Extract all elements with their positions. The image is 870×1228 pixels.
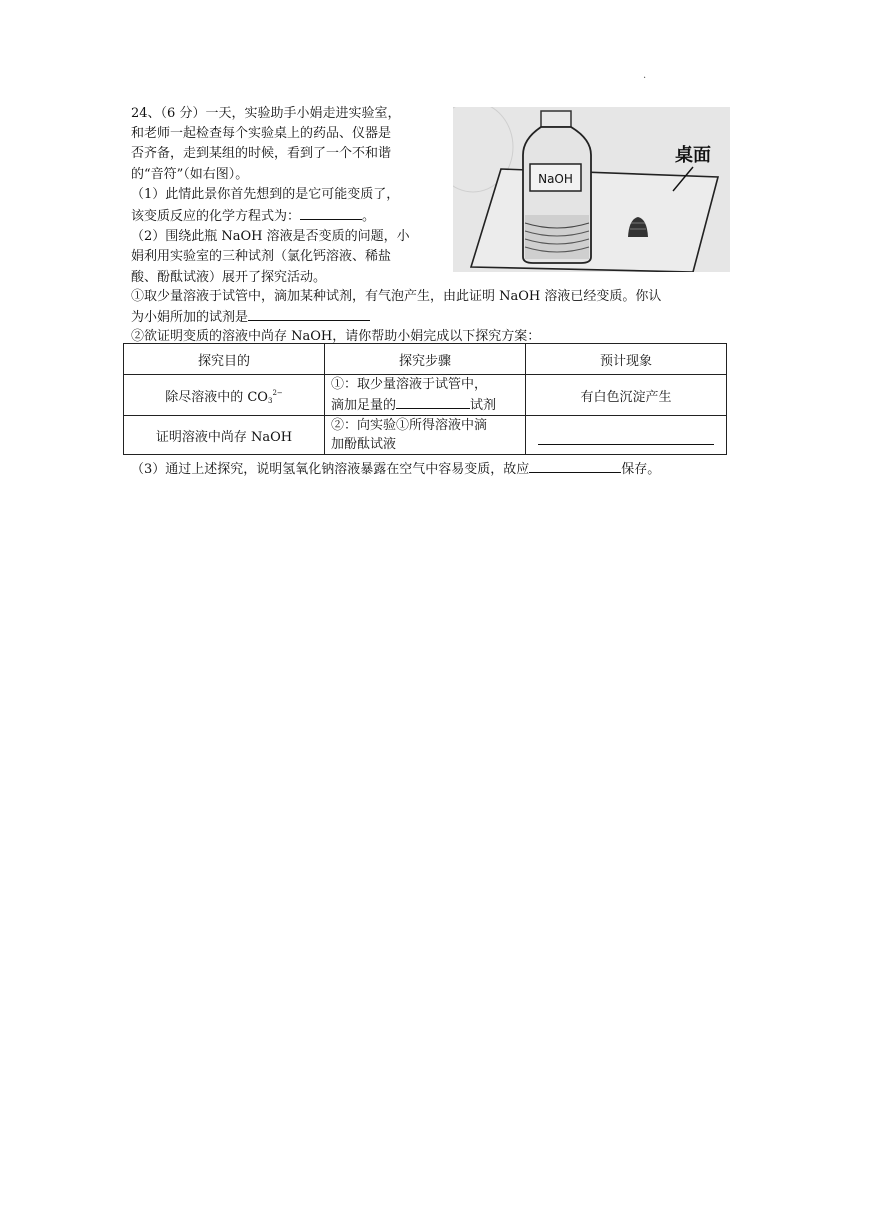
- row2-phenomenon[interactable]: [526, 416, 727, 455]
- step1-answer-line: [131, 306, 731, 327]
- naoh-bottle-figure: [453, 107, 730, 272]
- table-row: [124, 375, 727, 416]
- part1-line: （1）此情此景你首先想到的是它可能变质了，: [131, 186, 400, 202]
- part2-line: （2）围绕此瓶 NaOH 溶液是否变质的问题，小: [131, 229, 410, 245]
- bottle-label: NaOH: [538, 172, 573, 186]
- intro-line: 的“音符”（如右图）。: [131, 166, 249, 182]
- row1-goal-superscript: 2−: [272, 388, 283, 397]
- reagent-name-blank[interactable]: [396, 394, 470, 409]
- table-header-row: [124, 344, 727, 375]
- row1-step-prefix: 滴加足量的: [331, 398, 397, 413]
- row1-goal: [124, 375, 325, 416]
- row1-goal-text: 除尽溶液中的 CO: [165, 389, 268, 405]
- step1-line: ①取少量溶液于试管中，滴加某种试剂，有气泡产生，由此证明 NaOH 溶液已经变质。你认: [131, 289, 662, 304]
- part2-line: 娟利用实验室的三种试剂（氯化钙溶液、稀盐: [131, 249, 392, 265]
- part3-line: [131, 458, 660, 477]
- part2-line: 酸、酚酞试液）展开了探究活动。: [131, 269, 327, 285]
- row1-phenomenon: 有白色沉淀产生: [526, 375, 727, 416]
- reagent-blank[interactable]: [248, 306, 370, 321]
- header-steps: 探究步骤: [325, 344, 526, 375]
- phenomenon-blank[interactable]: [538, 444, 714, 445]
- figure-illustration: [453, 107, 730, 272]
- bottle-icon: [523, 111, 591, 263]
- table-row: [124, 416, 727, 455]
- part1-prompt: 该变质反应的化学方程式为：: [131, 209, 301, 225]
- part3-suffix: 保存。: [621, 462, 661, 477]
- part1-end: 。: [362, 209, 376, 225]
- header-goal: 探究目的: [124, 344, 325, 375]
- row1-step-line1: ①：取少量溶液于试管中，: [331, 377, 488, 392]
- storage-blank[interactable]: [529, 458, 621, 473]
- row1-step-line2: [331, 394, 519, 415]
- header-phenomenon: 预计现象: [526, 344, 727, 375]
- step1-block: [131, 287, 731, 346]
- row2-goal: 证明溶液中尚存 NaOH: [124, 416, 325, 455]
- page-corner-mark: .: [643, 70, 647, 81]
- intro-line: 24、（6 分）一天，实验助手小娟走进实验室，: [131, 106, 401, 121]
- table-label: 桌面: [675, 145, 711, 166]
- intro-line: 否齐备，走到某组的时候，看到了一个不和谐: [131, 146, 392, 162]
- row1-step: [325, 375, 526, 416]
- row1-step-suffix: 试剂: [470, 398, 497, 413]
- experiment-plan-table: [123, 343, 727, 455]
- part1-equation-line: [131, 205, 443, 227]
- row2-step: [325, 416, 526, 455]
- part3-prefix: （3）通过上述探究，说明氢氧化钠溶液暴露在空气中容易变质，故应: [131, 462, 530, 477]
- step1-prompt: 为小娟所加的试剂是: [131, 310, 249, 325]
- question-intro: [131, 104, 443, 288]
- row2-step-line1: ②：向实验①所得溶液中滴: [331, 418, 488, 433]
- equation-blank[interactable]: [300, 205, 362, 220]
- intro-line: 和老师一起检查每个实验桌上的药品、仪器是: [131, 126, 392, 142]
- row1-goal-subscript: 3: [267, 396, 273, 405]
- step2-line: ②欲证明变质的溶液中尚存 NaOH，请你帮助小娟完成以下探究方案：: [131, 329, 541, 344]
- row2-step-line2: 加酚酞试液: [331, 437, 397, 452]
